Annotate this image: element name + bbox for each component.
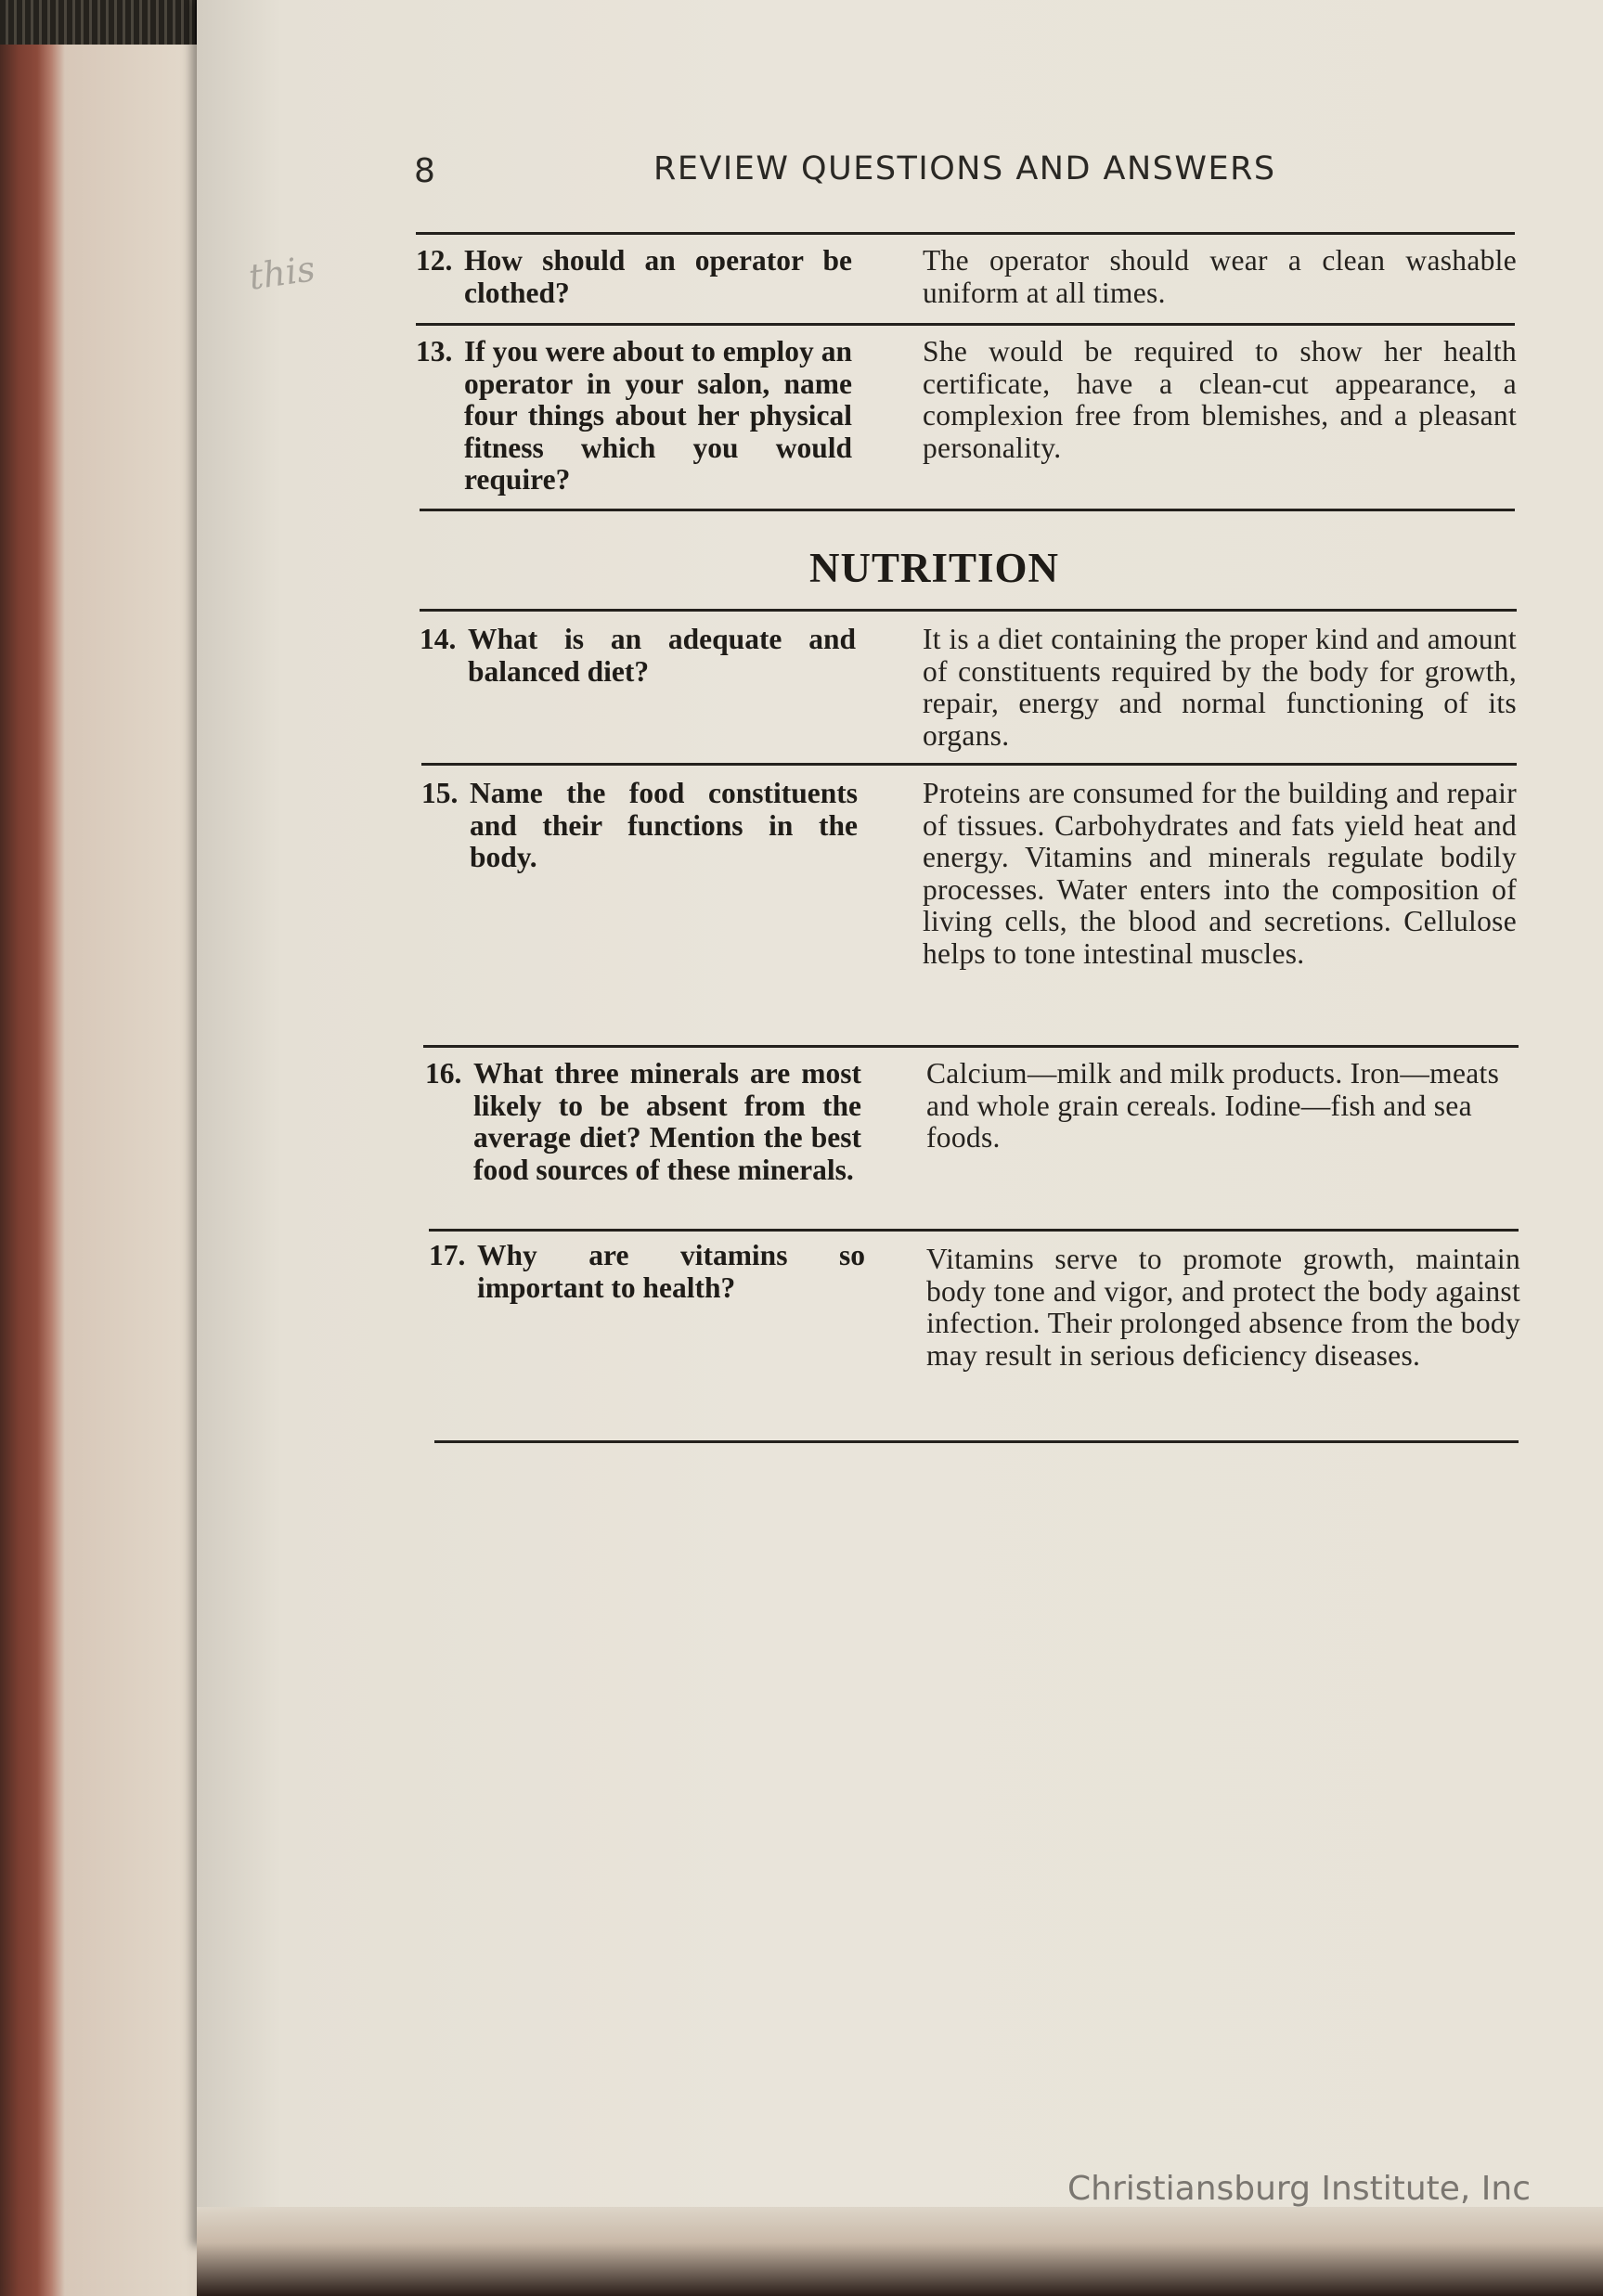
answer-16: Calcium—milk and milk products. Iron—meats and whole grain cereals. Iodine—fish and sea foods. (926, 1057, 1500, 1154)
page-number: 8 (414, 152, 435, 190)
pencil-annotation: this (246, 248, 318, 298)
question-text: Name the food constituents and their functions in the body. (470, 777, 858, 873)
book-cover-edge (0, 45, 213, 2296)
question-13 (416, 336, 852, 497)
answer-12: The operator should wear a clean washable uniform at all times. (923, 244, 1517, 309)
question-text: What is an adequate and balanced diet? (468, 623, 856, 688)
question-14 (420, 624, 856, 688)
question-number: 12. (416, 244, 453, 277)
question-number: 17. (429, 1239, 466, 1271)
page-header (414, 147, 1361, 195)
rule (423, 1045, 1519, 1048)
question-number: 14. (420, 623, 457, 655)
section-title: NUTRITION (809, 545, 1060, 591)
answer-14: It is a diet containing the proper kind and amount of constituents required by the body for growth, repair, energy and normal functioning of its organs. (923, 623, 1517, 752)
answer-15: Proteins are consumed for the building and repair of tissues. Carbohydrates and fats yield heat and energy. Vitamins and minerals regulate bodily processes. Water enters into the composition of living cells, the blood and secretions. Cellulose helps to tone intestinal muscles. (923, 777, 1517, 970)
question-17 (429, 1240, 865, 1304)
rule (434, 1440, 1519, 1443)
question-number: 13. (416, 335, 453, 368)
question-15 (421, 778, 858, 874)
watermark: Christiansburg Institute, Inc (1067, 2170, 1532, 2208)
running-title: REVIEW QUESTIONS AND ANSWERS (653, 150, 1276, 187)
question-12 (416, 245, 852, 309)
question-number: 15. (421, 777, 459, 809)
question-16 (425, 1058, 861, 1186)
rule (416, 232, 1515, 235)
rule (420, 509, 1515, 511)
question-text: Why are vitamins so important to health? (477, 1239, 865, 1304)
answer-17: Vitamins serve to promote growth, maintain body tone and vigor, and protect the body against infection. Their prolonged absence from the body may result in serious deficiency diseases. (926, 1243, 1520, 1372)
rule (421, 763, 1517, 766)
question-text: What three minerals are most likely to be absent from the average diet? Mention the best food sources of these minerals. (473, 1057, 861, 1186)
question-number: 16. (425, 1057, 462, 1090)
question-text: How should an operator be clothed? (464, 244, 852, 309)
answer-13: She would be required to show her health certificate, have a clean-cut appearance, a complexion free from blemishes, and a pleasant personality. (923, 335, 1517, 464)
rule (429, 1229, 1519, 1232)
rule (416, 323, 1515, 326)
rule (420, 609, 1517, 612)
book-spine (0, 0, 195, 45)
question-text: If you were about to employ an operator in your salon, name four things about her physical fitness which you would require? (464, 335, 852, 496)
page-bottom-edge (197, 2207, 1603, 2296)
